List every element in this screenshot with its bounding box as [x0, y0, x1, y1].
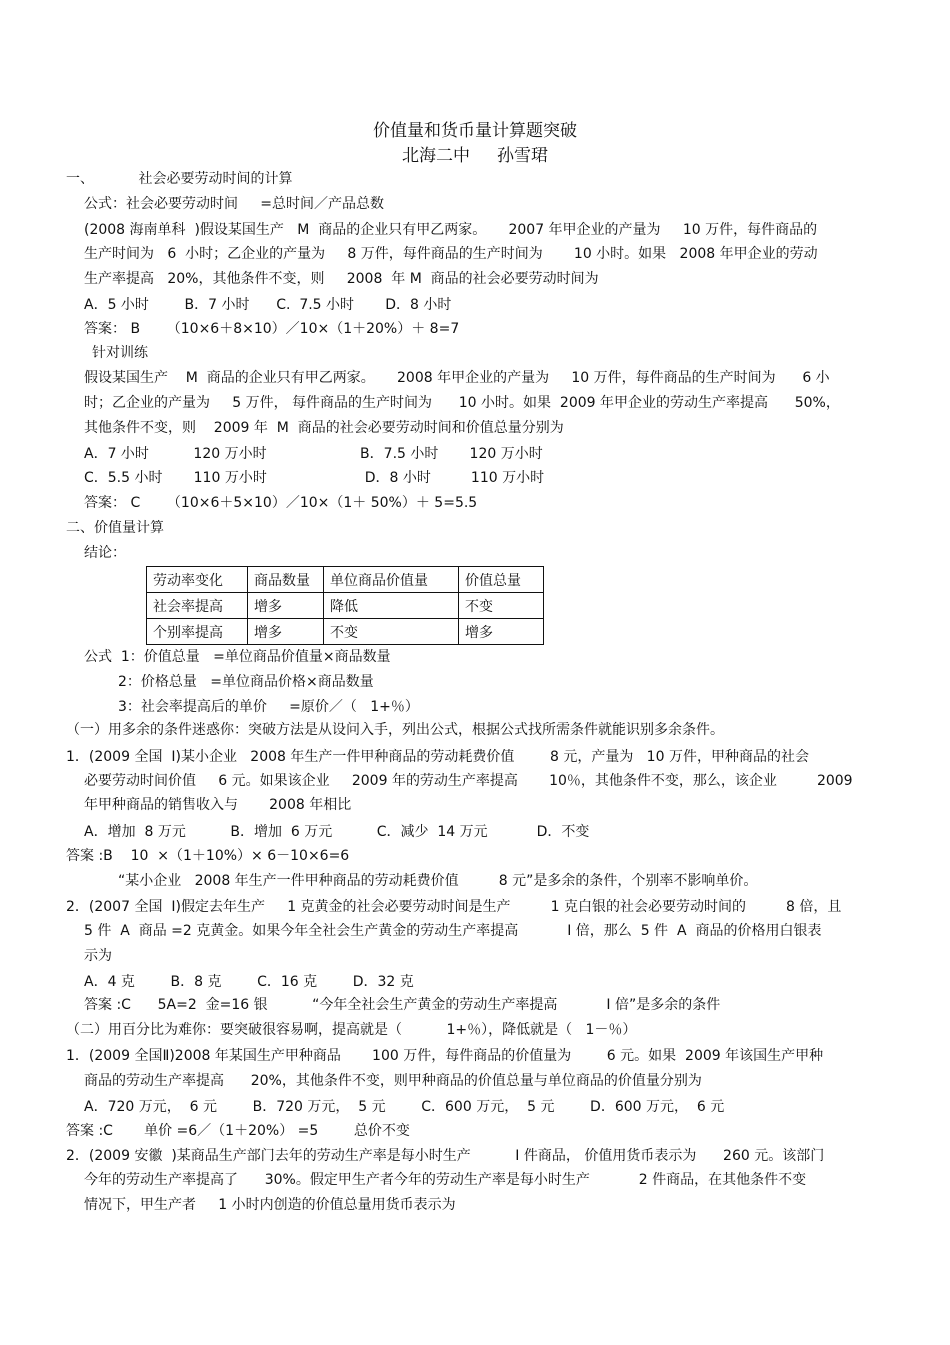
answer-line: 答案 :C 5A=2 金=16 银 “今年全社会生产黄金的劳动生产率提高 I 倍”是多余的条件 — [84, 997, 721, 1013]
page-title: 价值量和货币量计算题突破 — [373, 121, 577, 141]
section-heading: 针对训练 — [92, 345, 148, 361]
table-cell: 不变 — [324, 619, 459, 645]
table-cell: 降低 — [324, 593, 459, 619]
text-line: 生产时间为 6 小时；乙企业的产量为 8 万件，每件商品的生产时间为 10 小时。如果 2008 年甲企业的劳动 — [84, 246, 818, 262]
text-line: 2．(2007 全国 I)假定去年生产 1 克黄金的社会必要劳动时间是生产 1 克白银的社会必要劳动时间的 8 倍，且 — [66, 899, 842, 915]
text-line: 年甲种商品的销售收入与 2008 年相比 — [84, 797, 352, 813]
table-row — [147, 619, 544, 645]
formula-line: 2：价格总量 =单位商品价格×商品数量 — [118, 674, 374, 690]
answer-line: 答案 :C 单价 =6／（1＋20%） =5 总价不变 — [66, 1123, 410, 1139]
text-line: 示为 — [84, 948, 112, 964]
option-line: A．7 小时 120 万小时 B．7.5 小时 120 万小时 — [84, 446, 543, 462]
table-cell: 个别率提高 — [147, 619, 248, 645]
conclusion-table — [146, 566, 544, 645]
text-line: 商品的劳动生产率提高 20%，其他条件不变，则甲种商品的价值总量与单位商品的价值量分别为 — [84, 1073, 702, 1089]
table-header-cell: 商品数量 — [248, 567, 324, 593]
table-header-row — [147, 567, 544, 593]
text-line: 其他条件不变，则 2009 年 M 商品的社会必要劳动时间和价值总量分别为 — [84, 420, 564, 436]
text-line: 结论： — [84, 545, 126, 561]
section-heading: （二）用百分比为难你：要突破很容易啊，提高就是（ 1+％），降低就是（ 1－％） — [66, 1022, 637, 1038]
section-heading: 二、价值量计算 — [66, 520, 164, 536]
text-line: 1．(2009 全国 I)某小企业 2008 年生产一件甲种商品的劳动耗费价值 8 元，产量为 10 万件，甲种商品的社会 — [66, 749, 809, 765]
option-line: A．增加 8 万元 B．增加 6 万元 C．减少 14 万元 D．不变 — [84, 824, 590, 840]
formula-line: 公式 1：价值总量 =单位商品价值量×商品数量 — [84, 649, 391, 665]
table-cell: 不变 — [459, 593, 544, 619]
text-line: 必要劳动时间价值 6 元。如果该企业 2009 年的劳动生产率提高 10％，其他条件不变，那么，该企业 2009 — [84, 773, 853, 789]
text-line: “某小企业 2008 年生产一件甲种商品的劳动耗费价值 8 元”是多余的条件，个别率不影响单价。 — [118, 873, 758, 889]
section-heading: 一、 社会必要劳动时间的计算 — [66, 171, 293, 187]
table-header-cell: 价值总量 — [459, 567, 544, 593]
formula-line: 3：社会率提高后的单价 =原价／（ 1+％） — [118, 699, 419, 715]
option-line: A．5 小时 B．7 小时 C. 7.5 小时 D．8 小时 — [84, 297, 452, 313]
table-header-cell: 劳动率变化 — [147, 567, 248, 593]
table-row — [147, 593, 544, 619]
text-line: 2．(2009 安徽 )某商品生产部门去年的劳动生产率是每小时生产 I 件商品， 价值用货币表示为 260 元。该部门 — [66, 1148, 825, 1164]
answer-line: 答案 :B 10 ×（1＋10%）× 6－10×6=6 — [66, 848, 350, 864]
text-line: (2008 海南单科 )假设某国生产 M 商品的企业只有甲乙两家。 2007 年甲企业的产量为 10 万件，每件商品的 — [84, 222, 818, 238]
section-heading: （一）用多余的条件迷惑你：突破方法是从设问入手，列出公式，根据公式找所需条件就能识别多余条件。 — [66, 722, 724, 738]
table-cell: 增多 — [459, 619, 544, 645]
answer-line: 答案： C （10×6＋5×10）／10×（1＋ 50%）＋ 5=5.5 — [84, 495, 478, 511]
text-line: 时；乙企业的产量为 5 万件， 每件商品的生产时间为 10 小时。如果 2009 年甲企业的劳动生产率提高 50%， — [84, 395, 840, 411]
option-line: A．720 万元， 6 元 B．720 万元， 5 元 C．600 万元， 5 元 D．600 万元， 6 元 — [84, 1099, 725, 1115]
table-cell: 增多 — [248, 593, 324, 619]
table-cell: 增多 — [248, 619, 324, 645]
answer-line: 答案： B （10×6＋8×10）／10×（1＋20%）＋ 8=7 — [84, 321, 460, 337]
table-cell: 社会率提高 — [147, 593, 248, 619]
text-line: 情况下，甲生产者 1 小时内创造的价值总量用货币表示为 — [84, 1197, 456, 1213]
text-line: 假设某国生产 M 商品的企业只有甲乙两家。 2008 年甲企业的产量为 10 万件，每件商品的生产时间为 6 小 — [84, 370, 830, 386]
text-line: 公式：社会必要劳动时间 =总时间／产品总数 — [84, 196, 384, 212]
text-line: 生产率提高 20%，其他条件不变，则 2008 年 M 商品的社会必要劳动时间为 — [84, 271, 599, 287]
text-line: 今年的劳动生产率提高了 30%。假定甲生产者今年的劳动生产率是每小时生产 2 件商品，在其他条件不变 — [84, 1172, 807, 1188]
text-line: 5 件 A 商品 =2 克黄金。如果今年全社会生产黄金的劳动生产率提高 I 倍，那么 5 件 A 商品的价格用白银表 — [84, 923, 822, 939]
author-line: 北海二中 孙雪珺 — [401, 146, 549, 166]
option-line: A．4 克 B．8 克 C．16 克 D．32 克 — [84, 974, 414, 990]
table-header-cell: 单位商品价值量 — [324, 567, 459, 593]
text-line: 1．(2009 全国Ⅱ)2008 年某国生产甲种商品 100 万件，每件商品的价值量为 6 元。如果 2009 年该国生产甲种 — [66, 1048, 824, 1064]
option-line: C．5.5 小时 110 万小时 D．8 小时 110 万小时 — [84, 470, 545, 486]
